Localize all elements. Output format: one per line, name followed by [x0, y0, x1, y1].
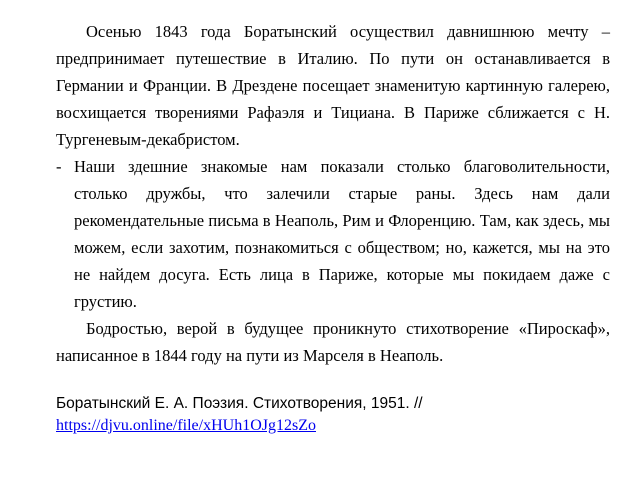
quote-dash: -	[56, 157, 62, 176]
paragraph-intro: Осенью 1843 года Боратынский осуществил давнишнюю мечту – предпринимает путешествие в Италию. По пути он останавливается в Германии и Франции. В Дрездене посещает знаменитую картинную галерею, восхищается творениями Рафаэля и Тициана. В Париже сближается с Н. Тургеневым-декабристом.	[56, 22, 610, 149]
citation-text: Боратынский Е. А. Поэзия. Стихотворения, 1951. //	[56, 395, 423, 412]
paragraph-piroskaf: Бодростью, верой в будущее проникнуто стихотворение «Пироскаф», написанное в 1844 году на пути из Марселя в Неаполь.	[56, 319, 610, 365]
quote-text: Наши здешние знакомые нам показали столько благоволительности, столько дружбы, что залечили старые раны. Здесь нам дали рекомендательные письма в Неаполь, Рим и Флоренцию. Там, как здесь, мы можем, если захотим, познакомиться с обществом; но, кажется, мы на это не найдем досуга. Есть лица в Париже, которые мы покидаем даже с грустию.	[74, 157, 610, 311]
quote-item	[56, 153, 610, 315]
spacer	[56, 369, 610, 393]
citation	[56, 393, 610, 437]
citation-link[interactable]: https://djvu.online/file/xHUh1OJg12sZo	[56, 417, 316, 434]
